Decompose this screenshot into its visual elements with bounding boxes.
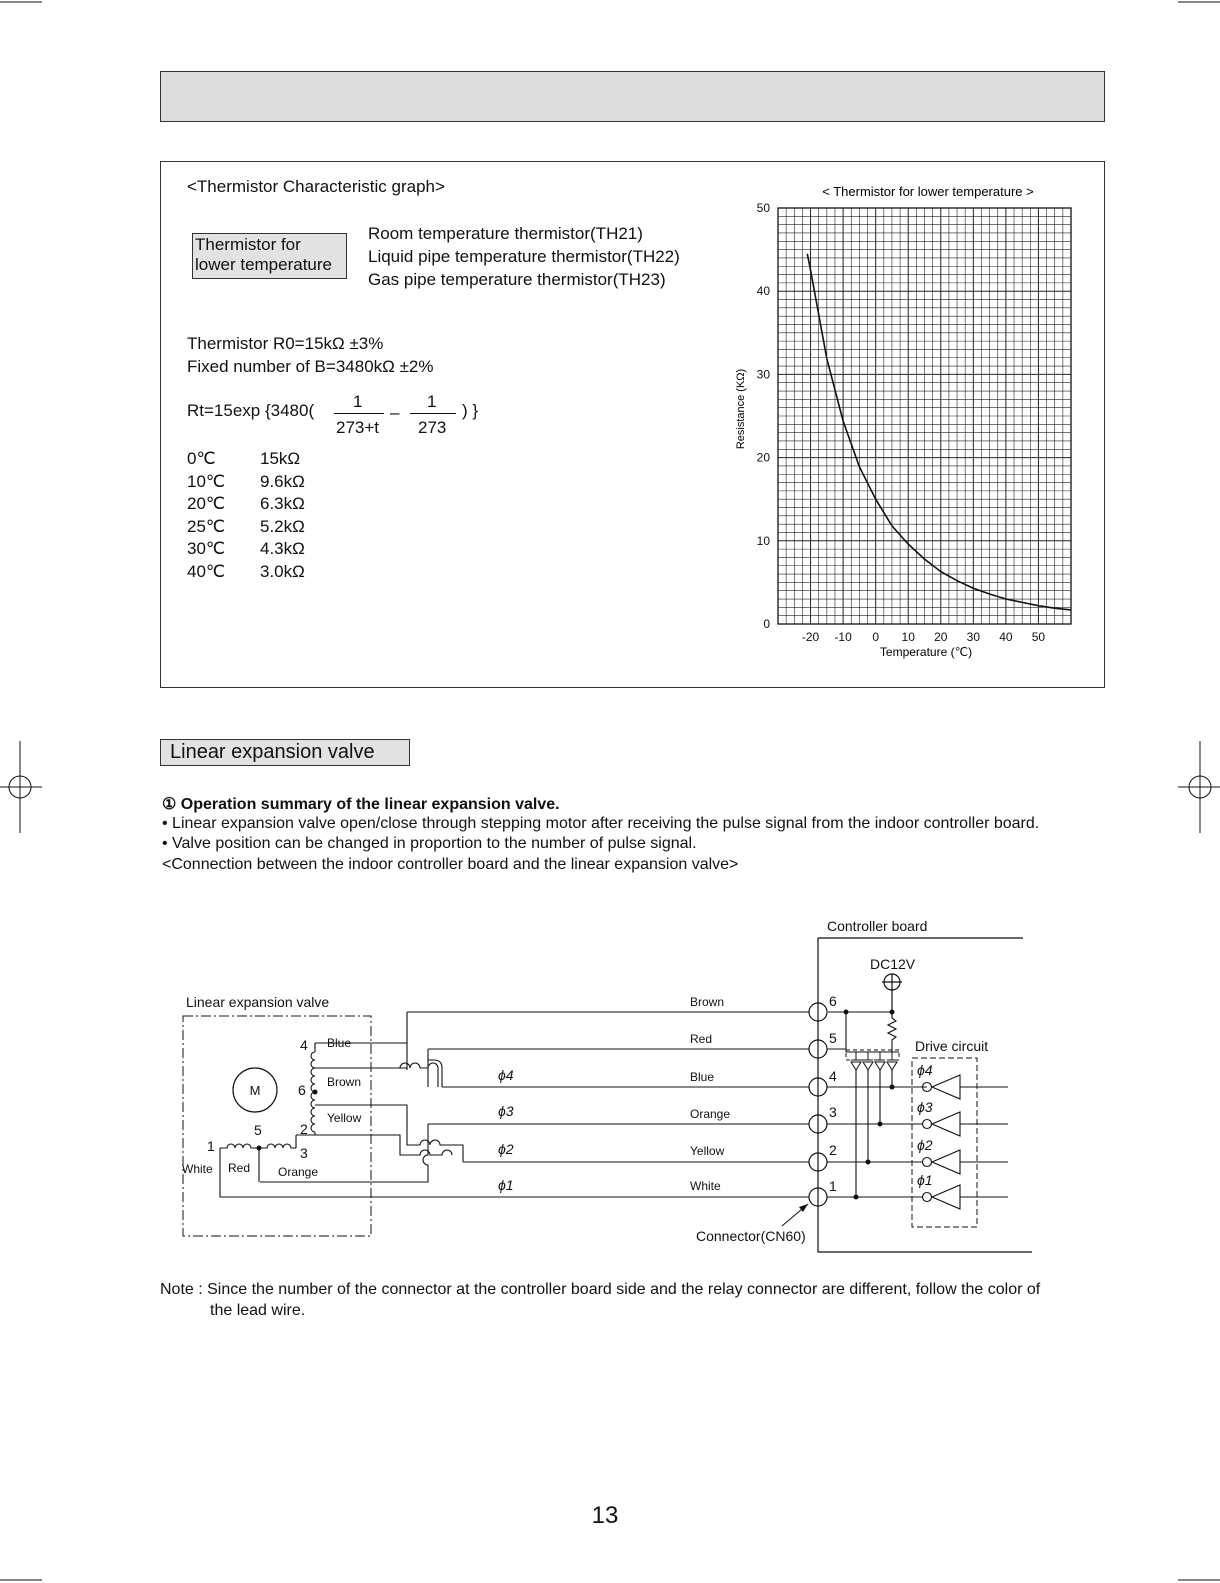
page-number: 13 — [591, 1502, 619, 1529]
formula-num1: 1 — [353, 392, 363, 411]
chart-x-ticks — [802, 630, 1046, 644]
note-line-2: the lead wire. — [210, 1302, 306, 1319]
thermistor-label-box — [192, 233, 347, 279]
formula-den2: 273 — [418, 418, 447, 437]
y-tick-label: 10 — [756, 533, 770, 548]
table-res: 9.6kΩ — [260, 471, 305, 491]
x-tick-label: 40 — [999, 630, 1013, 644]
coil-brown: Brown — [327, 1075, 362, 1089]
table-temp: 30℃ — [187, 539, 226, 559]
table-row — [187, 448, 305, 471]
drive-phase-4: ϕ4 — [917, 1062, 933, 1078]
thermistor-type-th22: Liquid pipe temperature thermistor(TH22) — [368, 247, 680, 266]
x-tick-label: 20 — [934, 630, 948, 644]
drive-circuit-label: Drive circuit — [915, 1038, 989, 1054]
formula-den1: 273+t — [336, 418, 380, 437]
pin-number-6: 6 — [829, 993, 837, 1009]
chart-y-label: Resistance (KΩ) — [735, 368, 747, 450]
coil-yellow: Yellow — [327, 1111, 362, 1125]
table-row — [187, 471, 305, 494]
b-line: Fixed number of B=3480kΩ ±2% — [187, 357, 434, 376]
controller-board-outline — [818, 938, 1032, 1252]
phase-label-2: ϕ2 — [498, 1141, 514, 1157]
r0-line: Thermistor R0=15kΩ ±3% — [187, 334, 384, 353]
pin-number-4: 4 — [829, 1068, 837, 1084]
coil-num-2: 2 — [300, 1121, 308, 1137]
coil-num-4: 4 — [300, 1037, 308, 1053]
coil-num-6: 6 — [298, 1082, 306, 1098]
table-temp: 40℃ — [187, 561, 226, 581]
thermistor-type-th21: Room temperature thermistor(TH21) — [368, 224, 643, 243]
wire-label-white: White — [690, 1179, 721, 1193]
thermistor-chart — [728, 178, 1088, 668]
formula-suffix: ) } — [462, 401, 479, 420]
table-temp: 20℃ — [187, 494, 226, 514]
controller-board-label: Controller board — [827, 918, 928, 934]
table-row — [187, 538, 305, 561]
table-res: 15kΩ — [260, 449, 301, 468]
bullet-1: • Linear expansion valve open/close through stepping motor after receiving the pulse signal from the indoor controller board. — [162, 815, 1040, 832]
coil-white: White — [182, 1162, 213, 1176]
pullup-resistor — [888, 1018, 896, 1052]
wire-label-yellow: Yellow — [690, 1144, 725, 1158]
drive-buffers — [923, 1075, 1009, 1209]
chart-x-label: Temperature (℃) — [879, 645, 973, 659]
coil-num-5: 5 — [254, 1122, 262, 1138]
thermistor-graph-title: <Thermistor Characteristic graph> — [187, 177, 445, 196]
drive-phase-2: ϕ2 — [917, 1137, 933, 1153]
lev-label: Linear expansion valve — [186, 994, 330, 1010]
coil-num-1: 1 — [207, 1138, 215, 1154]
y-tick-label: 20 — [756, 450, 770, 465]
phase-label-3: ϕ3 — [498, 1103, 514, 1119]
connector-label: Connector(CN60) — [696, 1228, 806, 1244]
bullet-2: • Valve position can be changed in proportion to the number of pulse signal. — [162, 835, 697, 852]
y-tick-label: 0 — [763, 617, 770, 631]
thermistor-type-th23: Gas pipe temperature thermistor(TH23) — [368, 270, 666, 289]
table-res: 5.2kΩ — [260, 516, 305, 536]
table-res: 3.0kΩ — [260, 561, 305, 581]
x-tick-label: 0 — [872, 630, 880, 644]
thermistor-types — [368, 222, 680, 291]
table-res: 4.3kΩ — [260, 539, 305, 559]
wire-color-labels — [690, 995, 730, 1193]
wire-label-red: Red — [690, 1032, 713, 1046]
connection-caption: <Connection between the indoor controller board and the linear expansion valve> — [162, 856, 739, 873]
formula-bar2 — [410, 413, 456, 414]
coil-blue: Blue — [327, 1036, 352, 1050]
pin-number-1: 1 — [829, 1178, 837, 1194]
pin-number-2: 2 — [829, 1142, 837, 1158]
x-tick-label: 30 — [966, 630, 981, 644]
x-tick-label: -10 — [834, 630, 852, 644]
table-temp: 0℃ — [187, 449, 216, 468]
x-tick-label: -20 — [801, 630, 820, 644]
drive-phase-1: ϕ1 — [917, 1172, 933, 1188]
resistance-table — [187, 448, 305, 584]
drive-phase-3: ϕ3 — [917, 1099, 933, 1115]
chart-title: < Thermistor for lower temperature > — [822, 184, 1034, 199]
wiring-diagram — [170, 910, 1040, 1255]
operation-heading: ① Operation summary of the linear expansion valve. — [162, 796, 560, 813]
pin-number-3: 3 — [829, 1104, 837, 1120]
table-row — [187, 516, 305, 539]
lev-section-title: Linear expansion valve — [160, 739, 410, 766]
pin-number-5: 5 — [829, 1030, 837, 1046]
table-row — [187, 493, 305, 516]
coil-orange: Orange — [278, 1165, 319, 1179]
x-tick-label: 50 — [1031, 630, 1046, 644]
coil-labels — [182, 1036, 362, 1179]
x-tick-label: 10 — [901, 630, 915, 644]
motor-label: M — [249, 1083, 261, 1098]
table-res: 6.3kΩ — [260, 494, 305, 514]
table-temp: 10℃ — [187, 471, 226, 491]
wire-label-orange: Orange — [690, 1107, 731, 1121]
table-row — [187, 561, 305, 584]
label-line-1: Thermistor for — [195, 235, 301, 254]
coil-red: Red — [228, 1161, 251, 1175]
y-tick-label: 30 — [756, 367, 770, 382]
formula-minus: – — [390, 403, 400, 422]
wire-label-brown: Brown — [690, 995, 725, 1009]
chart-y-ticks — [757, 201, 771, 631]
dc12v-label: DC12V — [870, 956, 916, 972]
phase-label-1: ϕ1 — [498, 1177, 514, 1193]
wire-label-blue: Blue — [690, 1070, 715, 1084]
header-bar — [160, 71, 1105, 122]
note-line-1: Note : Since the number of the connector at the controller board side and the relay connector are different, follow the color of — [160, 1281, 1041, 1298]
phase-label-4: ϕ4 — [498, 1067, 514, 1083]
y-tick-label: 50 — [756, 201, 770, 215]
y-tick-label: 40 — [756, 284, 770, 299]
formula-prefix: Rt=15exp {3480( — [187, 401, 315, 420]
formula-bar1 — [334, 413, 384, 414]
diode-array — [851, 1052, 897, 1070]
resistance-curve — [807, 254, 1071, 610]
label-line-2: lower temperature — [195, 255, 333, 274]
phase-labels — [498, 1067, 514, 1193]
table-temp: 25℃ — [187, 516, 226, 536]
chart-grid — [778, 208, 1071, 624]
coil-num-3: 3 — [300, 1145, 308, 1161]
formula-num2: 1 — [427, 392, 437, 411]
